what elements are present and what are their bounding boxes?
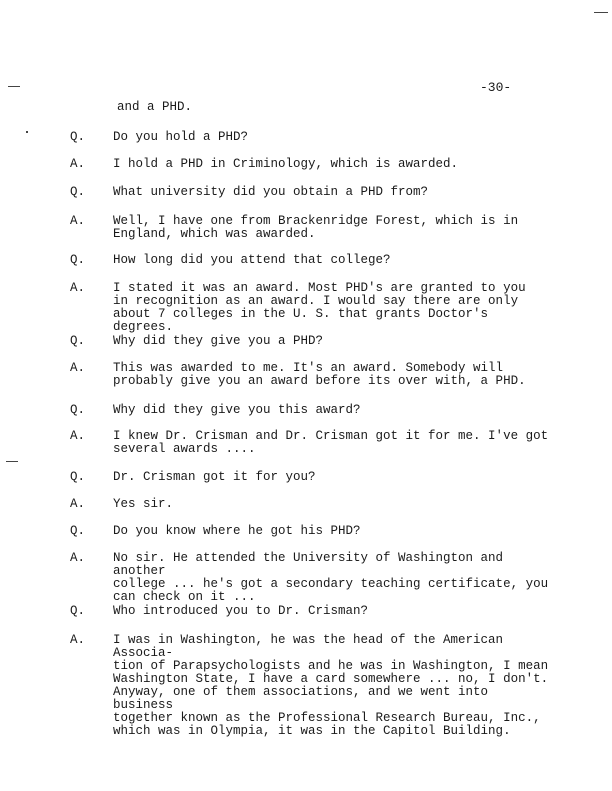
entry-text: Do you know where he got his PHD? xyxy=(113,524,361,538)
entry-text: I knew Dr. Crisman and Dr. Crisman got it for me. I've got several awards .... xyxy=(113,429,549,456)
margin-mark xyxy=(6,461,18,462)
entry-label: A. xyxy=(70,157,86,171)
entry-text: Why did they give you a PHD? xyxy=(113,334,324,348)
entry-label: Q. xyxy=(70,403,86,417)
entry-label: A. xyxy=(70,281,86,295)
entry-text: I hold a PHD in Criminology, which is awarded. xyxy=(113,157,459,171)
entry-text: No sir. He attended the University of Washington and another college ... he's got a secondary teaching certificate, you can check on it ... xyxy=(113,551,549,604)
entry-label: Q. xyxy=(70,334,86,348)
entry-label: A. xyxy=(70,633,86,647)
entry-text: How long did you attend that college? xyxy=(113,253,391,267)
entry-text: This was awarded to me. It's an award. Somebody will probably give you an award before its over with, a PHD. xyxy=(113,361,526,388)
entry-label: A. xyxy=(70,551,86,565)
page-number: -30- xyxy=(480,80,512,95)
entry-text: Who introduced you to Dr. Crisman? xyxy=(113,604,369,618)
entry-text: Dr. Crisman got it for you? xyxy=(113,470,316,484)
entry-label: Q. xyxy=(70,185,86,199)
entry-text: Do you hold a PHD? xyxy=(113,130,249,144)
entry-label: A. xyxy=(70,497,86,511)
entry-label: Q. xyxy=(70,253,86,267)
entry-label: A. xyxy=(70,429,86,443)
entry-label: Q. xyxy=(70,524,86,538)
margin-mark xyxy=(8,86,20,87)
entry-text: Why did they give you this award? xyxy=(113,403,361,417)
entry-label: Q. xyxy=(70,130,86,144)
margin-mark xyxy=(594,12,608,13)
entry-text: I stated it was an award. Most PHD's are granted to you in recognition as an award. I would say there are only about 7 colleges in the U. S. that grants Doctor's degrees. xyxy=(113,281,526,334)
entry-text: What university did you obtain a PHD from? xyxy=(113,185,429,199)
entry-label: Q. xyxy=(70,604,86,618)
entry-text: I was in Washington, he was the head of the American Associa- tion of Parapsychologists and he was in Washington, I mean Washington State, I have a card somewhere ... no, I don't. Anyway, one of them associations, and we went into business together known as the Professional Research Bureau, Inc., which was in Olympia, it was in the Capitol Building. xyxy=(113,633,549,738)
continuation-line: and a PHD. xyxy=(117,100,193,114)
entry-text: Well, I have one from Brackenridge Forest, which is in England, which was awarded. xyxy=(113,214,519,241)
entry-text: Yes sir. xyxy=(113,497,174,511)
margin-mark xyxy=(26,131,28,133)
entry-label: A. xyxy=(70,361,86,375)
entry-label: Q. xyxy=(70,470,86,484)
entry-label: A. xyxy=(70,214,86,228)
